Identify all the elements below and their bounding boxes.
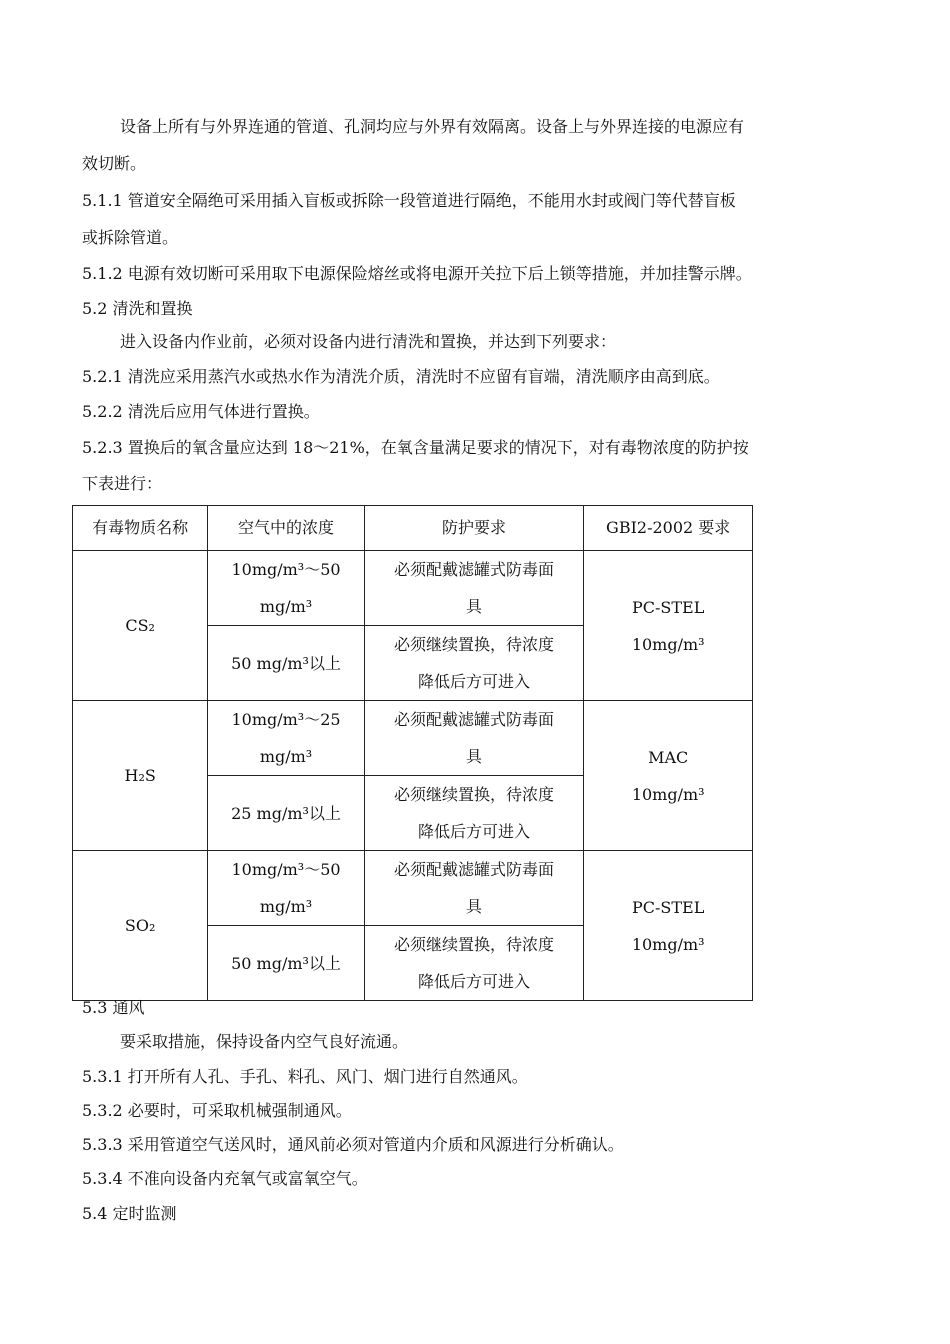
table-row: [73, 701, 753, 776]
substance-cell: SO₂: [73, 851, 208, 1001]
paragraph-line: 5.3.1 打开所有人孔、手孔、料孔、风门、烟门进行自然通风。: [82, 1067, 528, 1086]
standard-cell: MAC 10mg/m³: [584, 701, 753, 851]
paragraph-line: 5.3.3 采用管道空气送风时，通风前必须对管道内介质和风源进行分析确认。: [82, 1135, 624, 1154]
paragraph-line: 要采取措施，保持设备内空气良好流通。: [120, 1032, 409, 1051]
section-heading: 5.4 定时监测: [82, 1204, 177, 1223]
substance-cell: H₂S: [73, 701, 208, 851]
concentration-cell: 10mg/m³～25 mg/m³: [208, 701, 364, 776]
paragraph-line: 5.1.2 电源有效切断可采用取下电源保险熔丝或将电源开关拉下后上锁等措施，并加挂警示牌。: [82, 264, 752, 283]
concentration-cell: 10mg/m³～50 mg/m³: [208, 551, 364, 626]
paragraph-line: 5.3.2 必要时，可采取机械强制通风。: [82, 1101, 352, 1120]
requirement-cell: 必须配戴滤罐式防毒面 具: [364, 551, 584, 626]
concentration-cell: 50 mg/m³以上: [208, 926, 364, 1001]
concentration-cell: 50 mg/m³以上: [208, 626, 364, 701]
requirement-cell: 必须继续置换，待浓度 降低后方可进入: [364, 626, 584, 701]
concentration-cell: 10mg/m³～50 mg/m³: [208, 851, 364, 926]
requirement-cell: 必须继续置换，待浓度 降低后方可进入: [364, 926, 584, 1001]
header-cell: 有毒物质名称: [73, 506, 208, 551]
section-heading: 5.3 通风: [82, 998, 145, 1017]
table-row: [73, 551, 753, 626]
paragraph-line: 或拆除管道。: [82, 228, 179, 247]
standard-cell: PC-STEL 10mg/m³: [584, 551, 753, 701]
requirement-cell: 必须继续置换，待浓度 降低后方可进入: [364, 776, 584, 851]
substance-cell: CS₂: [73, 551, 208, 701]
paragraph-line: 进入设备内作业前，必须对设备内进行清洗和置换，并达到下列要求：: [120, 332, 617, 351]
concentration-cell: 25 mg/m³以上: [208, 776, 364, 851]
header-cell: 防护要求: [364, 506, 584, 551]
header-cell: 空气中的浓度: [208, 506, 364, 551]
table-row: [73, 851, 753, 926]
toxic-substance-table: [72, 505, 753, 1001]
paragraph-line: 5.1.1 管道安全隔绝可采用插入盲板或拆除一段管道进行隔绝，不能用水封或阀门等代替盲板: [82, 191, 736, 210]
header-cell: GBI2-2002 要求: [584, 506, 753, 551]
standard-cell: PC-STEL 10mg/m³: [584, 851, 753, 1001]
requirement-cell: 必须配戴滤罐式防毒面 具: [364, 851, 584, 926]
paragraph-line: 设备上所有与外界连通的管道、孔洞均应与外界有效隔离。设备上与外界连接的电源应有: [120, 117, 745, 136]
paragraph-line: 5.3.4 不准向设备内充氧气或富氧空气。: [82, 1169, 368, 1188]
paragraph-line: 效切断。: [82, 154, 147, 173]
paragraph-line: 5.2.1 清洗应采用蒸汽水或热水作为清洗介质，清洗时不应留有盲端，清洗顺序由高到底。: [82, 367, 720, 386]
paragraph-line: 5.2.3 置换后的氧含量应达到 18～21%，在氧含量满足要求的情况下，对有毒物浓度的防护按: [82, 438, 749, 457]
paragraph-line: 5.2.2 清洗后应用气体进行置换。: [82, 402, 320, 421]
paragraph-line: 下表进行：: [82, 474, 163, 493]
requirement-cell: 必须配戴滤罐式防毒面 具: [364, 701, 584, 776]
section-heading: 5.2 清洗和置换: [82, 299, 193, 318]
table-header-row: [73, 506, 753, 551]
